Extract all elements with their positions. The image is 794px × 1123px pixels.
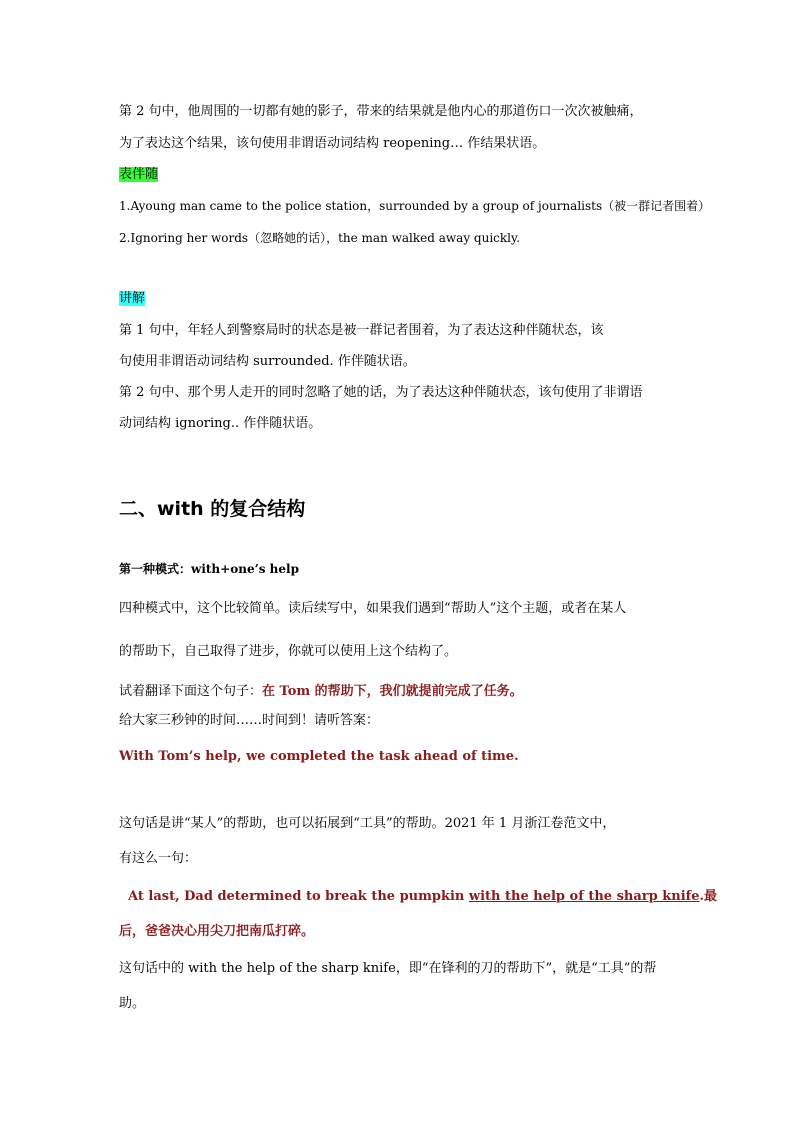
tag-accompany [119, 166, 689, 184]
extension-line2: 有这么一句： [119, 851, 198, 866]
tag-explain [119, 290, 689, 308]
translation-prompt-prefix: 试着翻译下面这个句子： [119, 684, 263, 699]
explain-line3: 第 2 句中、那个男人走开的同时忽略了她的话，为了表达这种伴随状态，该句使用了非谓语 [119, 385, 643, 400]
quote-underlined: with the help of the sharp knife [468, 889, 700, 904]
note-line2: 助。 [119, 996, 146, 1011]
mode1-title: 第一种模式：with+one’s help [119, 562, 299, 576]
para1-line2: 为了表达这个结果，该句使用非谓语动词结构 reopening… 作结果状语。 [119, 136, 546, 151]
answer-line: With Tom’s help, we completed the task ahead of time. [119, 749, 519, 764]
tag-explain-label: 讲解 [119, 291, 146, 306]
quote-line1 [119, 888, 718, 906]
mode1-desc1: 四种模式中，这个比较简单。读后续写中，如果我们遇到“帮助人”这个主题，或者在某人 [119, 601, 627, 616]
para1-line1: 第 2 句中，他周围的一切都有她的影子，带来的结果就是他内心的那道伤口一次次被触痛， [119, 104, 643, 119]
section-heading: 二、with 的复合结构 [119, 498, 306, 520]
translation-sentence: 在 Tom 的帮助下，我们就提前完成了任务。 [262, 684, 523, 699]
wait-line: 给大家三秒钟的时间……时间到！请听答案： [119, 713, 380, 728]
quote-line2: 后，爸爸决心用尖刀把南瓜打碎。 [119, 924, 315, 939]
explain-line4: 动词结构 ignoring.. 作伴随状语。 [119, 416, 322, 431]
note-line1: 这句话中的 with the help of the sharp knife，即“在锋利的刀的帮助下”，就是“工具”的帮 [119, 961, 657, 976]
explain-line1: 第 1 句中，年轻人到警察局时的状态是被一群记者围着，为了表达这种伴随状态，该 [119, 323, 604, 338]
example-1: 1.Ayoung man came to the police station，surrounded by a group of journalists（被一群记者围着） [119, 199, 711, 213]
quote-part-b: .最 [699, 889, 718, 904]
mode1-desc2: 的帮助下，自己取得了进步，你就可以使用上这个结构了。 [119, 644, 458, 659]
quote-part-a: At last, Dad determined to break the pumpkin [128, 889, 469, 904]
translation-prompt [119, 683, 689, 701]
extension-line1: 这句话是讲“某人”的帮助，也可以拓展到“工具”的帮助。2021 年 1 月浙江卷范文中， [119, 816, 616, 831]
example-2: 2.Ignoring her words（忽略她的话），the man walked away quickly. [119, 231, 521, 245]
explain-line2: 句使用非谓语动词结构 surrounded. 作伴随状语。 [119, 354, 416, 369]
tag-accompany-label: 表伴随 [119, 167, 159, 182]
